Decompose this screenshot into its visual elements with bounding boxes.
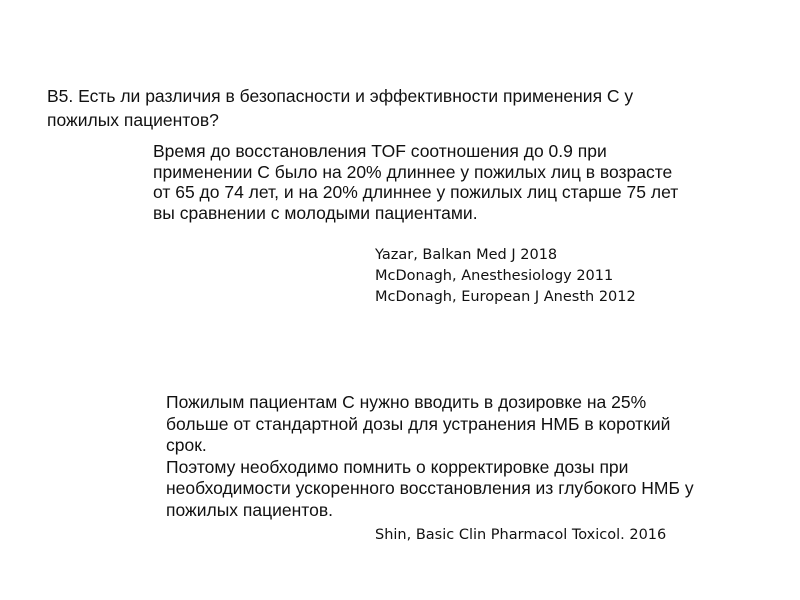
finding-line: вы сравнении с молодыми пациентами. [153, 202, 478, 223]
recommendation-reference: Shin, Basic Clin Pharmacol Toxicol. 2016 [375, 527, 667, 543]
finding-line: Время до восстановления TOF соотношения до 0.9 при [153, 141, 607, 161]
recommendation-line: Поэтому необходимо помнить о корректировке дозы при [166, 456, 629, 477]
recommendation-line: необходимости ускоренного восстановления из глубокого НМБ у [166, 478, 694, 498]
question-heading [47, 84, 747, 132]
finding-references [375, 245, 775, 308]
question-line: В5. Есть ли различия в безопасности и эффективности применения С у [47, 86, 634, 106]
recommendation-line: пожилых пациентов. [166, 499, 334, 520]
recommendation-line: больше от стандартной дозы для устранения НМБ в короткий [166, 413, 671, 434]
recommendation-paragraph [166, 392, 766, 521]
recommendation-line: Пожилым пациентам С нужно вводить в дозировке на 25% [166, 392, 647, 412]
finding-paragraph [153, 141, 753, 223]
question-line: пожилых пациентов? [47, 110, 219, 130]
reference-item: McDonagh, European J Anesth 2012 [375, 289, 636, 305]
finding-line: от 65 до 74 лет, и на 20% длиннее у пожилых лиц старше 75 лет [153, 182, 679, 202]
recommendation-line: срок. [166, 435, 207, 455]
reference-item: McDonagh, Anesthesiology 2011 [375, 268, 614, 284]
finding-line: применении С было на 20% длиннее у пожилых лиц в возрасте [153, 161, 673, 182]
reference-item: Yazar, Balkan Med J 2018 [375, 247, 558, 263]
